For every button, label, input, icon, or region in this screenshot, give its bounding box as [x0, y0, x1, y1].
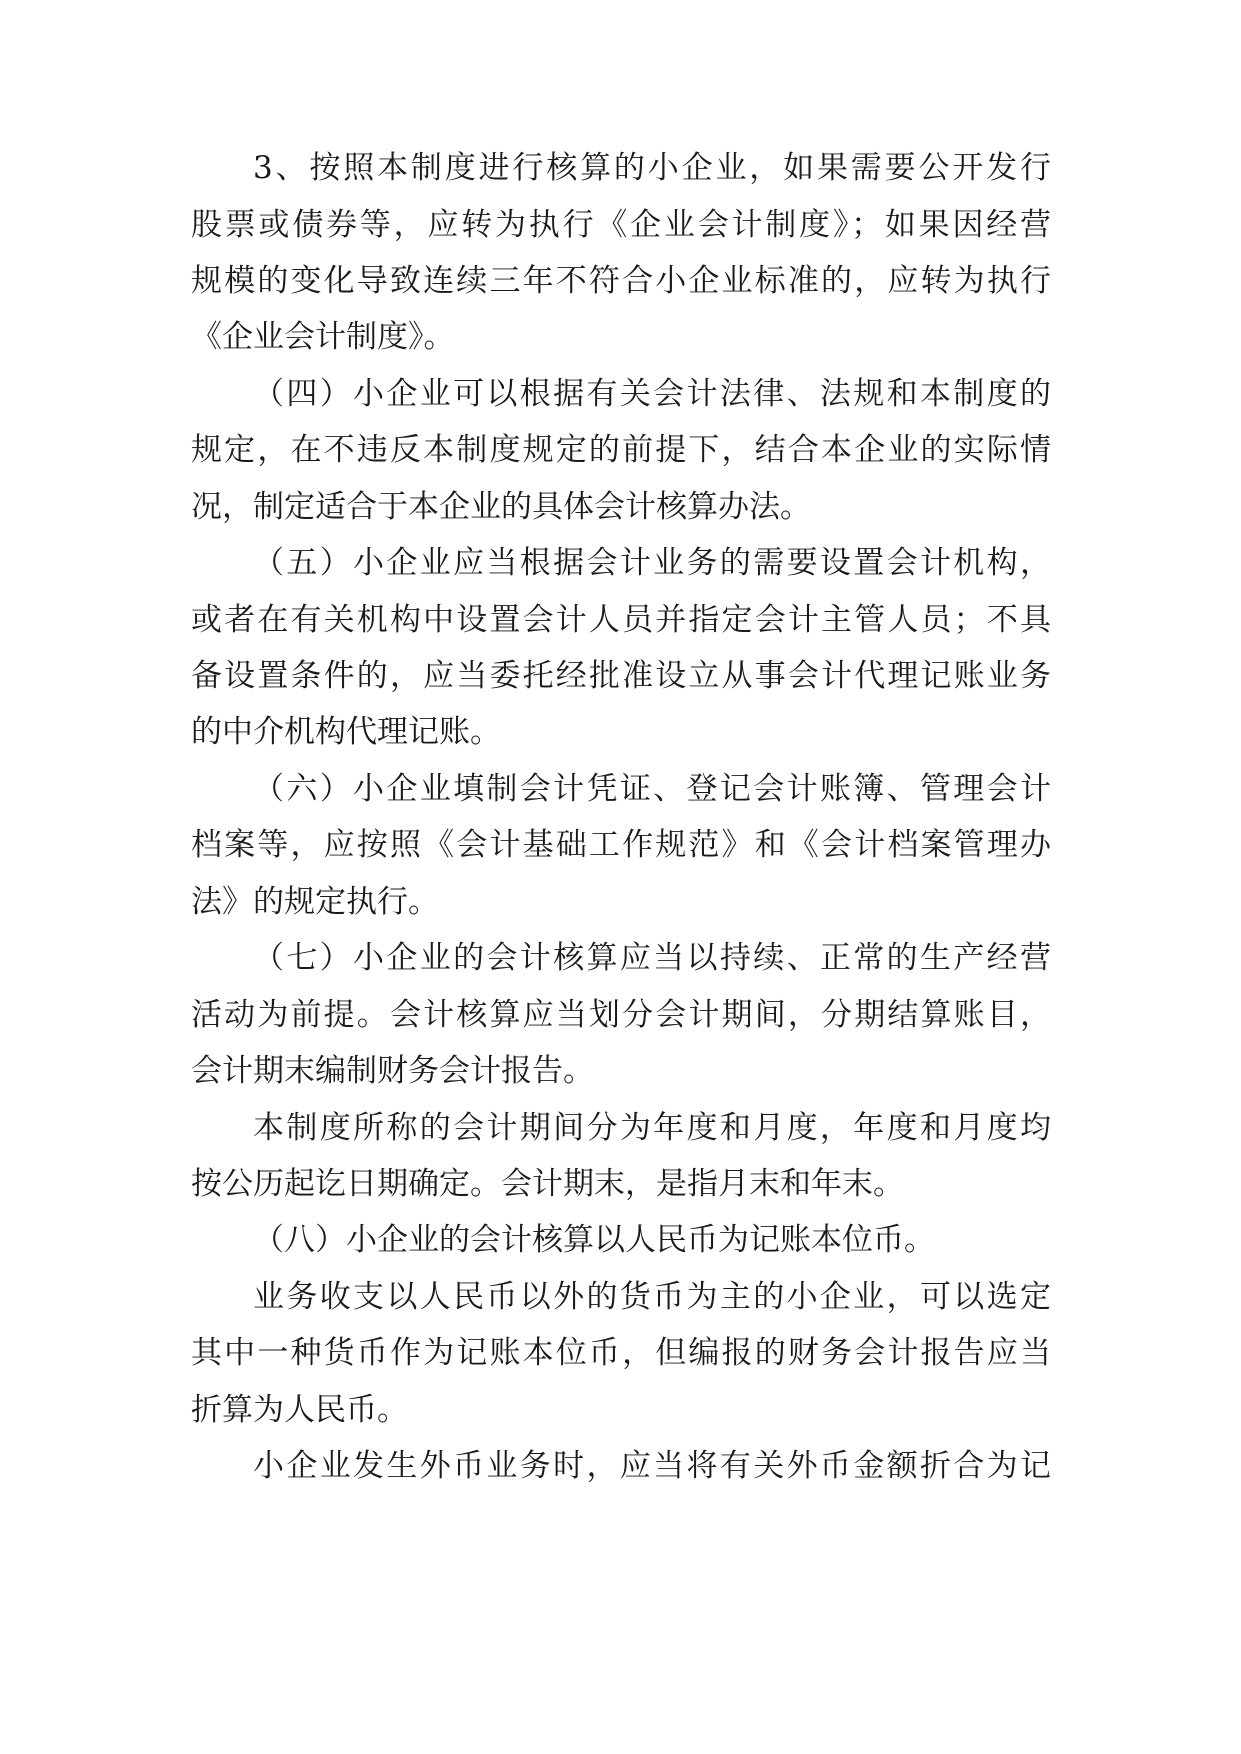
- text-line: 法》的规定执行。: [191, 884, 439, 920]
- text-line: （七）小企业的会计核算应当以持续、正常的生产经营: [253, 940, 1051, 976]
- text-line: 折算为人民币。: [191, 1392, 408, 1428]
- text-line: 的中介机构代理记账。: [191, 714, 501, 750]
- text-line: 况，制定适合于本企业的具体会计核算办法。: [191, 489, 811, 525]
- text-line: 股票或债券等，应转为执行《企业会计制度》；如果因经营: [191, 207, 1051, 243]
- text-line: 3、按照本制度进行核算的小企业，如果需要公开发行: [253, 150, 1051, 186]
- text-line: （六）小企业填制会计凭证、登记会计账簿、管理会计: [253, 771, 1051, 807]
- text-line: 会计期末编制财务会计报告。: [191, 1053, 594, 1089]
- text-line: （四）小企业可以根据有关会计法律、法规和本制度的: [253, 376, 1051, 412]
- text-line: （八）小企业的会计核算以人民币为记账本位币。: [253, 1222, 935, 1258]
- text-line: 活动为前提。会计核算应当划分会计期间，分期结算账目，: [191, 997, 1051, 1033]
- text-line: 业务收支以人民币以外的货币为主的小企业，可以选定: [253, 1279, 1051, 1315]
- text-line: 备设置条件的，应当委托经批准设立从事会计代理记账业务: [191, 658, 1051, 694]
- text-line: 档案等，应按照《会计基础工作规范》和《会计档案管理办: [191, 827, 1051, 863]
- text-line: 规模的变化导致连续三年不符合小企业标准的，应转为执行: [191, 263, 1051, 299]
- text-line: （五）小企业应当根据会计业务的需要设置会计机构，: [253, 545, 1051, 581]
- text-line: 或者在有关机构中设置会计人员并指定会计主管人员；不具: [191, 602, 1051, 638]
- text-line: 规定，在不违反本制度规定的前提下，结合本企业的实际情: [191, 432, 1051, 468]
- text-line: 小企业发生外币业务时，应当将有关外币金额折合为记: [253, 1448, 1051, 1484]
- text-line: 其中一种货币作为记账本位币，但编报的财务会计报告应当: [191, 1335, 1051, 1371]
- text-line: 按公历起讫日期确定。会计期末，是指月末和年末。: [191, 1166, 904, 1202]
- text-line: 本制度所称的会计期间分为年度和月度，年度和月度均: [253, 1110, 1051, 1146]
- text-line: 《企业会计制度》。: [191, 319, 455, 355]
